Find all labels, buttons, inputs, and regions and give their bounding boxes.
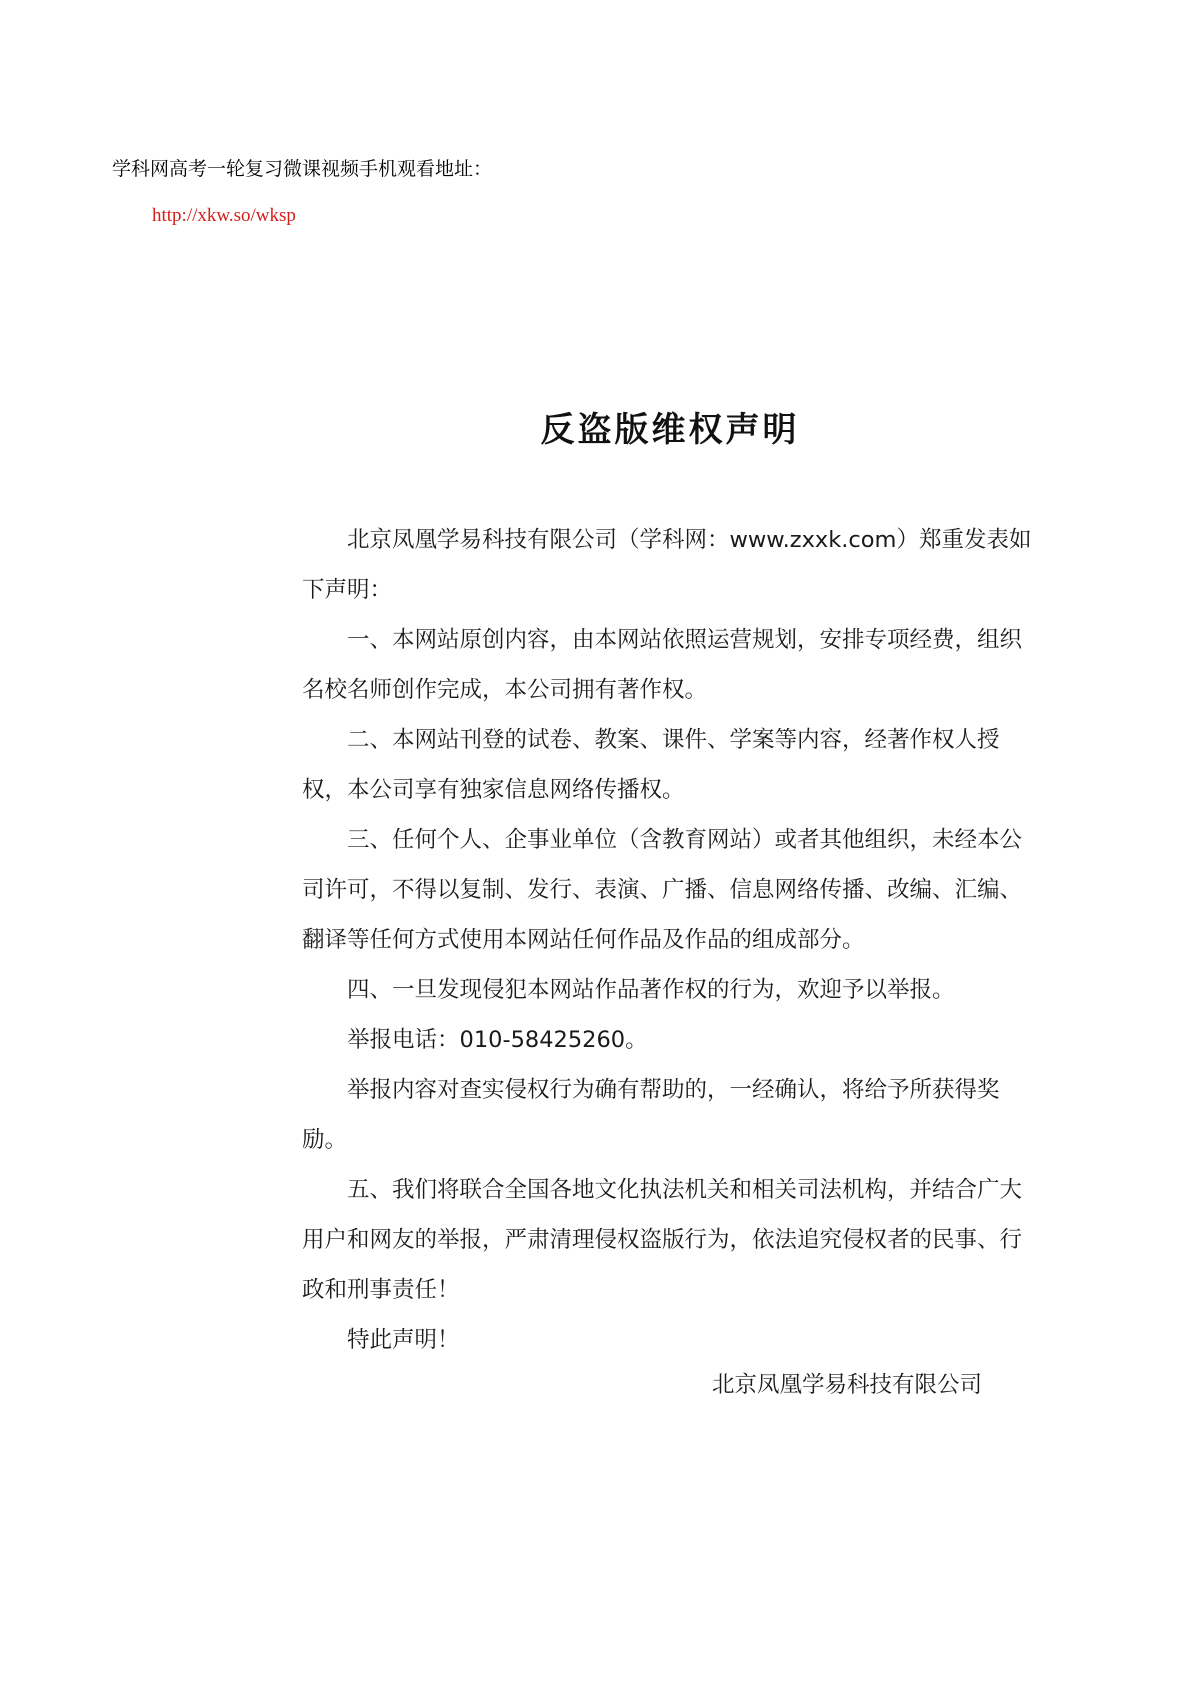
statement-paragraph-4: 四、一旦发现侵犯本网站作品著作权的行为，欢迎予以举报。 [347, 977, 955, 1003]
statement-paragraph-1: 一、本网站原创内容，由本网站依照运营规划，安排专项经费，组织名校名师创作完成，本公司拥有著作权。 [302, 627, 1023, 703]
statement-body [302, 515, 1044, 1365]
video-link[interactable]: http://xkw.so/wksp [152, 205, 296, 226]
statement-paragraph-2: 二、本网站刊登的试卷、教案、课件、学案等内容，经著作权人授权，本公司享有独家信息网络传播权。 [302, 727, 1000, 803]
statement-paragraph-5: 五、我们将联合全国各地文化执法机关和相关司法机构，并结合广大用户和网友的举报，严肃清理侵权盗版行为，依法追究侵权者的民事、行政和刑事责任！ [302, 1177, 1023, 1303]
report-phone: 举报电话：010-58425260。 [347, 1027, 648, 1053]
intro-label: 学科网高考一轮复习微课视频手机观看地址： [112, 158, 493, 180]
statement-paragraph-intro: 北京凤凰学易科技有限公司（学科网：www.zxxk.com）郑重发表如下声明： [302, 527, 1032, 603]
report-reward: 举报内容对查实侵权行为确有帮助的，一经确认，将给予所获得奖励。 [302, 1077, 1000, 1153]
company-signature: 北京凤凰学易科技有限公司 [712, 1372, 983, 1398]
statement-paragraph-3: 三、任何个人、企事业单位（含教育网站）或者其他组织，未经本公司许可，不得以复制、发行、表演、广播、信息网络传播、改编、汇编、翻译等任何方式使用本网站任何作品及作品的组成部分。 [302, 827, 1023, 953]
document-title: 反盗版维权声明 [540, 410, 800, 450]
statement-closing: 特此声明！ [347, 1327, 460, 1353]
